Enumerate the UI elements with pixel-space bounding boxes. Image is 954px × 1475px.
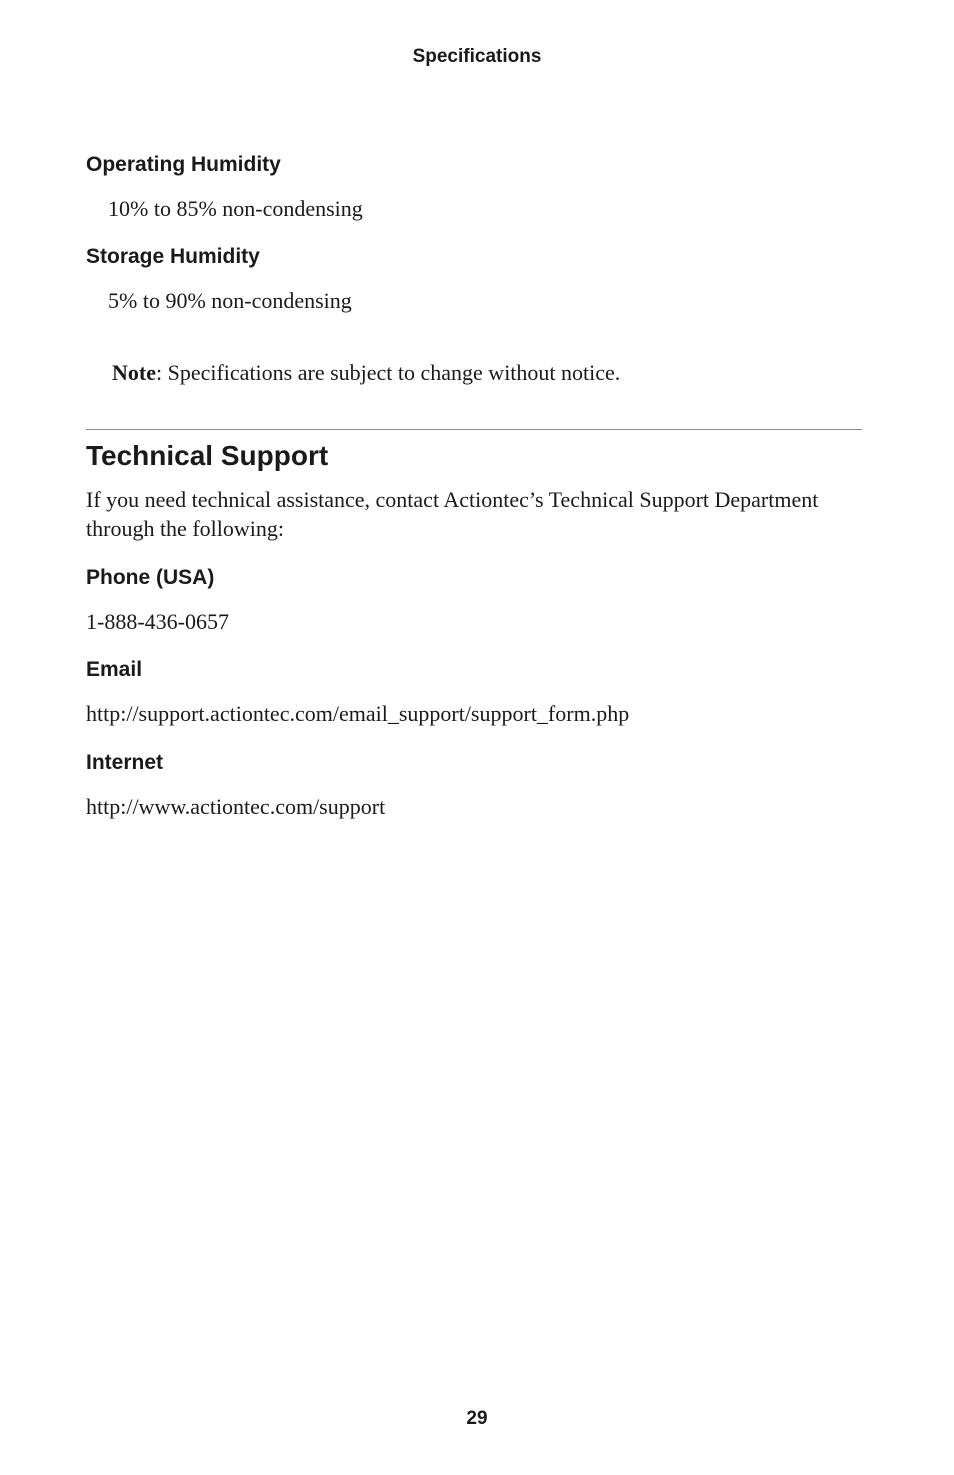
- technical-support-section: [86, 439, 862, 473]
- intro-line-2: through the following:: [86, 516, 284, 541]
- note-paragraph: [86, 358, 862, 387]
- operating-humidity-value: 10% to 85% non-condensing: [108, 196, 363, 221]
- operating-humidity-value-row: [86, 194, 862, 223]
- storage-humidity-value: 5% to 90% non-condensing: [108, 288, 352, 313]
- phone-value-row: [86, 607, 862, 636]
- storage-humidity-value-row: [86, 286, 862, 315]
- internet-value-row: [86, 792, 862, 821]
- operating-humidity-section: [86, 152, 862, 178]
- internet-section: [86, 750, 862, 776]
- internet-heading: Internet: [86, 751, 164, 774]
- storage-humidity-heading: Storage Humidity: [86, 245, 260, 268]
- operating-humidity-heading: Operating Humidity: [86, 153, 281, 176]
- phone-number: 1-888-436-0657: [86, 609, 229, 634]
- technical-support-title: Technical Support: [86, 440, 329, 471]
- email-section: [86, 657, 862, 683]
- email-value-row: [86, 699, 862, 728]
- note-label: Note: [112, 360, 156, 385]
- intro-line-1: If you need technical assistance, contact Actiontec’s Technical Support Department: [86, 487, 819, 512]
- note-text: : Specifications are subject to change without notice.: [155, 360, 621, 385]
- email-support-link[interactable]: http://support.actiontec.com/email_support/support_form.php: [86, 701, 630, 726]
- section-divider: [86, 429, 862, 430]
- running-header: Specifications: [412, 46, 542, 67]
- page-number: 29: [466, 1408, 488, 1429]
- note-row: [86, 358, 862, 387]
- storage-humidity-section: [86, 244, 862, 270]
- technical-support-intro: [86, 485, 862, 543]
- phone-section: [86, 565, 862, 591]
- internet-support-link[interactable]: http://www.actiontec.com/support: [86, 794, 386, 819]
- phone-heading: Phone (USA): [86, 566, 215, 589]
- email-heading: Email: [86, 658, 143, 681]
